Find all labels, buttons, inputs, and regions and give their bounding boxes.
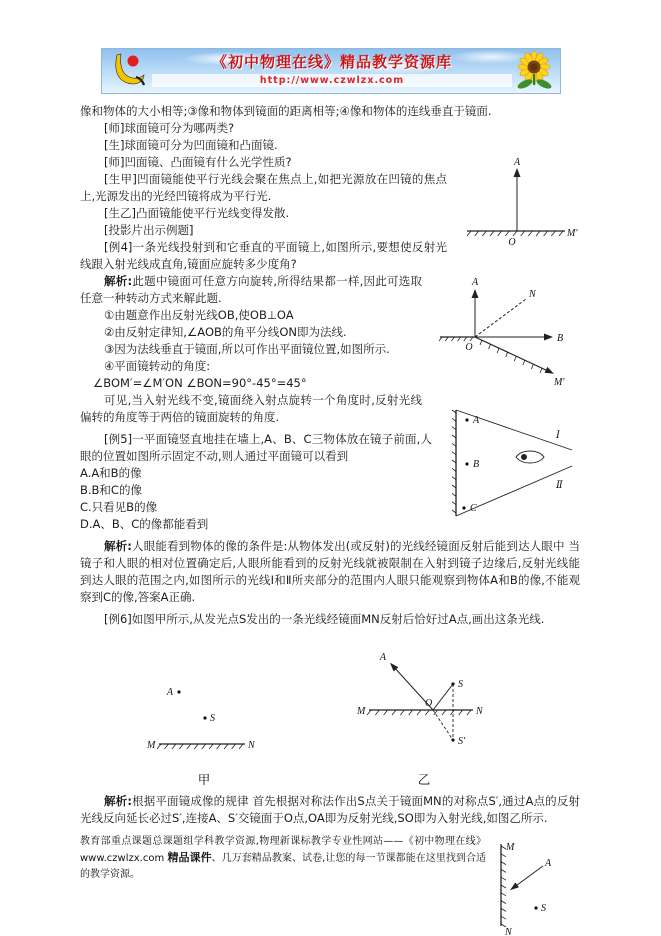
step-1: ①由题意作出反射光线OB,使OB⊥OA [104,308,294,322]
analysis-label: 解析: [104,274,133,288]
banner-text-block [152,51,512,87]
example6-figure-row [145,648,580,788]
svg-text:A: A [379,652,386,663]
svg-text:A: A [166,687,173,698]
site-logo-icon [107,51,149,91]
figure-caption-yi: 乙 [417,772,431,787]
svg-text:N: N [476,706,483,717]
svg-text:S: S [458,679,463,690]
svg-text:M: M [506,842,515,853]
sunflower-icon [511,50,557,92]
option-b: B.B和C的像 [80,483,142,497]
footer-text [80,834,486,883]
svg-text:A: A [473,415,480,426]
svg-text:M′: M′ [554,377,565,387]
svg-text:Ⅰ: Ⅰ [556,430,560,441]
document-body [0,98,661,827]
intro-continuation: 像和物体的大小相等;③像和物体到镜面的距离相等;④像和物体的连线垂直于镜面. [80,104,492,118]
svg-text:N: N [529,289,536,300]
footer-post: 、几万套精品教案、试卷,让您的每一节课都能在这里找到合适的教学资源。 [80,853,487,880]
svg-text:M′: M′ [567,228,578,239]
svg-text:A: A [513,157,521,168]
site-banner [101,48,561,94]
vertical-mirror-figure [489,838,563,936]
analysis-label: 解析: [104,794,132,808]
footer-pre: 教育部重点课题总课题组学科教学资源,物理新课标教学专业性网站——《初中物理在线》www.czwlzx.com [80,836,486,864]
example5-figure [440,396,580,536]
analysis-label: 解析: [104,539,132,553]
student-answer-concave: [生甲]凹面镜能使平行光线会聚在焦点上,如把光源放在凹镜的焦点上,光源发出的光经凹镜将成为平行光. [80,172,447,203]
banner-title: 《初中物理在线》精品教学资源库 [211,55,452,71]
svg-text:O: O [508,237,516,248]
student-answer-convex: [生乙]凸面镜能使平行光线变得发散. [104,206,290,220]
banner-url[interactable]: http://www.czwlzx.com [152,74,512,87]
analysis-text: 根据平面镜成像的规律 首先根据对称法作出S点关于镜面MN的对称点S′,通过A点的反射光线反向延长必过S′,连接A、S′交镜面于O点,OA即为反射光线,SO即为入射光线,如图乙所示. [80,794,580,825]
example6-analysis [80,793,580,827]
step-2: ②由反射定律知,∠AOB的角平分线ON即为法线. [104,325,347,339]
svg-text:M: M [357,706,366,717]
example4-problem: [例4]一条光线投射到和它垂直的平面镜上,如图所示,要想使反射光线跟入射光线成直角,镜面应旋转多少度角? [80,240,447,271]
svg-text:M: M [147,740,156,751]
analysis-text: 人眼能看到物体的像的条件是:从物体发出(或反射)的光线经镜面反射后能到达人眼中 当镜子和人眼的相对位置确定后,人眼所能看到的反射光线就被限制在入射到镜子边缘后,反射光线能到达人眼的范围之内,如图所示的光线Ⅰ和Ⅱ所夹部分的范围内人眼只能观察到物体A和B的像,不能观察到C的像,答案A正确. [80,539,580,604]
example5-analysis [80,538,580,606]
teacher-question-2: [师]凹面镜、凸面镜有什么光学性质? [104,155,292,169]
svg-text:A: A [471,277,479,288]
svg-text:C: C [470,503,477,514]
example6-problem: [例6]如图甲所示,从发光点S发出的一条光线经镜面MN反射后恰好过A点,画出这条光线. [104,612,545,626]
angle-equation: ∠BOM′=∠M′ON ∠BON=90°-45°=45° [93,376,307,390]
example4-conclusion: 可见,当入射光线不变,镜面绕入射点旋转一个角度时,反射光线偏转的角度等于两倍的镜面旋转的角度. [80,393,422,424]
figure-yi [355,648,493,788]
svg-text:O: O [425,698,433,709]
svg-text:N: N [505,927,512,936]
figure-caption-jia: 甲 [197,772,211,787]
option-a: A.A和B的像 [80,466,142,480]
option-d: D.A、B、C的像都能看到 [80,517,209,531]
step-4: ④平面镜转动的角度: [104,359,211,373]
option-c: C.只看见B的像 [80,500,158,514]
example5-problem: [例5]一平面镜竖直地挂在墙上,A、B、C三物体放在镜子前面,人眼的位置如图所示固定不动,则人通过平面镜可以看到 [80,432,432,463]
svg-text:A: A [545,858,552,869]
projection-note: [投影片出示例题] [104,223,194,237]
example4-figure-b [430,275,580,392]
svg-text:B: B [557,333,564,344]
step-3: ③因为法线垂直于镜面,所以可作出平面镜位置,如图所示. [104,342,390,356]
figure-jia [145,678,263,788]
svg-text:B: B [473,459,480,470]
eye-icon [516,451,544,463]
example4-figure-a [455,154,580,254]
svg-text:S: S [541,903,546,914]
svg-text:S′: S′ [458,736,466,747]
student-answer-1: [生]球面镜可分为凹面镜和凸面镜. [104,138,278,152]
svg-text:S: S [210,713,215,724]
svg-text:N: N [248,740,255,751]
svg-text:Ⅱ: Ⅱ [556,480,563,491]
teacher-question-1: [师]球面镜可分为哪两类? [104,121,235,135]
svg-text:O: O [465,342,473,353]
analysis-text: 此题中镜面可任意方向旋转,所得结果都一样,因此可选取任意一种转动方式来解此题. [80,274,422,305]
footer-highlight: 精品课件 [167,851,212,864]
